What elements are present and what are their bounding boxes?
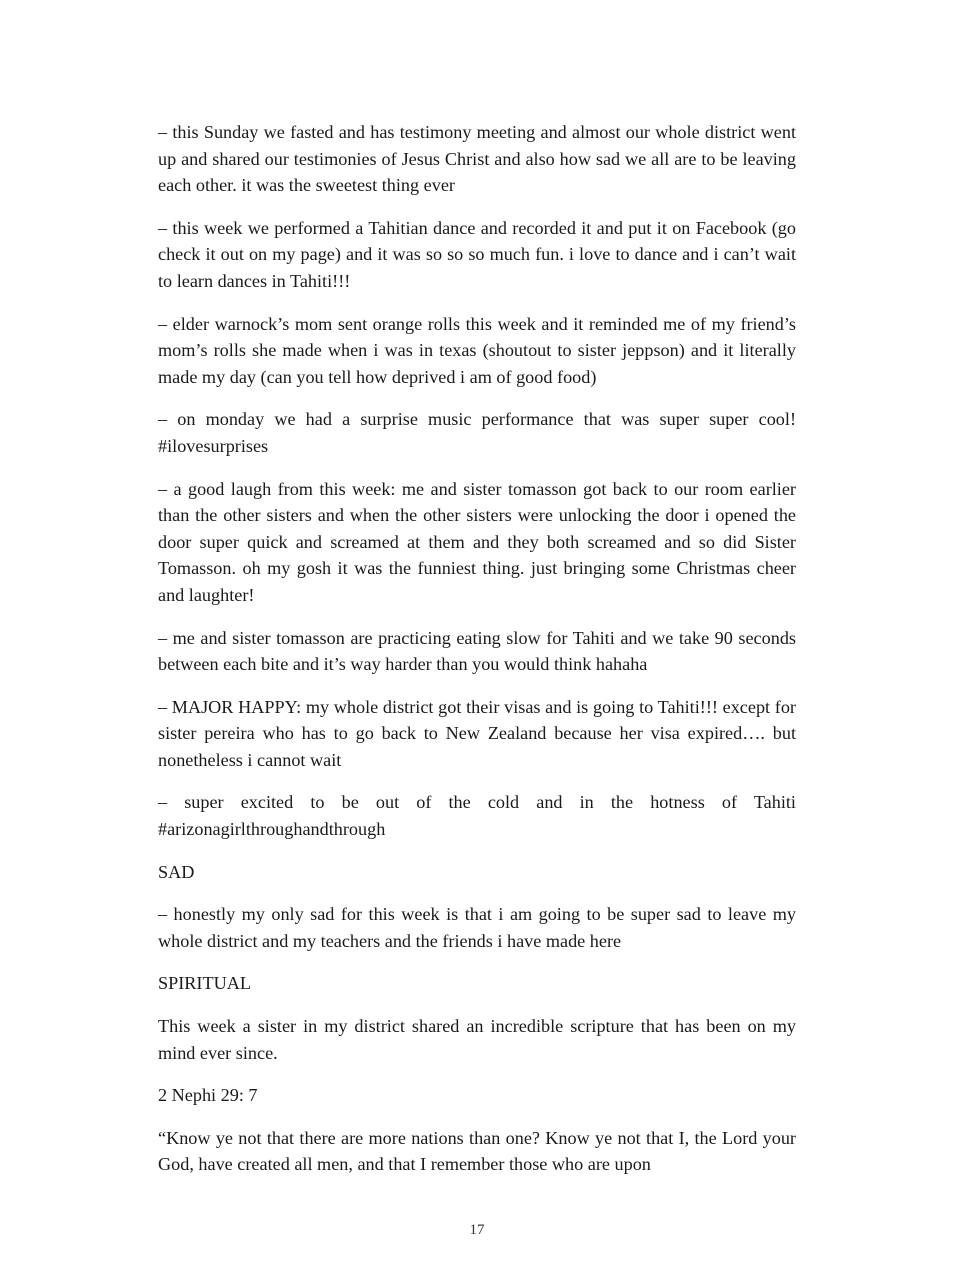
section-heading-spiritual: SPIRITUAL [158, 973, 251, 994]
page-number: 17 [469, 1222, 485, 1238]
paragraph-scripture-intro: This week a sister in my district shared an incredible scripture that has been on my mind ever since. [158, 1016, 796, 1063]
paragraph-orange-rolls: – elder warnock’s mom sent orange rolls this week and it reminded me of my friend’s mom’s rolls she made when i was in texas (shoutout to sister jeppson) and it literally made my day (can you tell how deprived i am of good food) [158, 313, 796, 387]
section-heading-sad: SAD [158, 861, 195, 882]
paragraph-good-laugh: – a good laugh from this week: me and sister tomasson got back to our room earlier than the other sisters and when the other sisters were unlocking the door i opened the door super quick and screamed at them and they both screamed and so did Sister Tomasson. oh my gosh it was the funniest thing. just bringing some Christmas cheer and laughter! [158, 478, 796, 605]
paragraph-major-happy: – MAJOR HAPPY: my whole district got their visas and is going to Tahiti!!! except for sister pereira who has to go back to New Zealand because her visa expired…. but nonetheless i cannot wait [158, 696, 796, 770]
document-body [158, 119, 796, 1194]
paragraph-super-excited: – super excited to be out of the cold and in the hotness of Tahiti #arizonagirlthroughandthrough [158, 792, 796, 840]
paragraph-only-sad: – honestly my only sad for this week is that i am going to be super sad to leave my whole district and my teachers and the friends i have made here [158, 904, 796, 951]
scripture-reference: 2 Nephi 29: 7 [158, 1085, 258, 1106]
scripture-quote: “Know ye not that there are more nations than one? Know ye not that I, the Lord your God, have created all men, and that I remember those who are upon [158, 1127, 796, 1175]
paragraph-music-performance: – on monday we had a surprise music performance that was super super cool! #ilovesurprises [158, 409, 796, 456]
paragraph-tahitian-dance: – this week we performed a Tahitian dance and recorded it and put it on Facebook (go check it out on my page) and it was so so so much fun. i love to dance and i can’t wait to learn dances in Tahiti!!! [158, 217, 796, 291]
paragraph-eating-slow: – me and sister tomasson are practicing eating slow for Tahiti and we take 90 seconds between each bite and it’s way harder than you would think hahaha [158, 627, 796, 675]
paragraph-testimony-meeting: – this Sunday we fasted and has testimony meeting and almost our whole district went up and shared our testimonies of Jesus Christ and also how sad we all are to be leaving each other. it was the sweetest thing ever [158, 122, 796, 196]
